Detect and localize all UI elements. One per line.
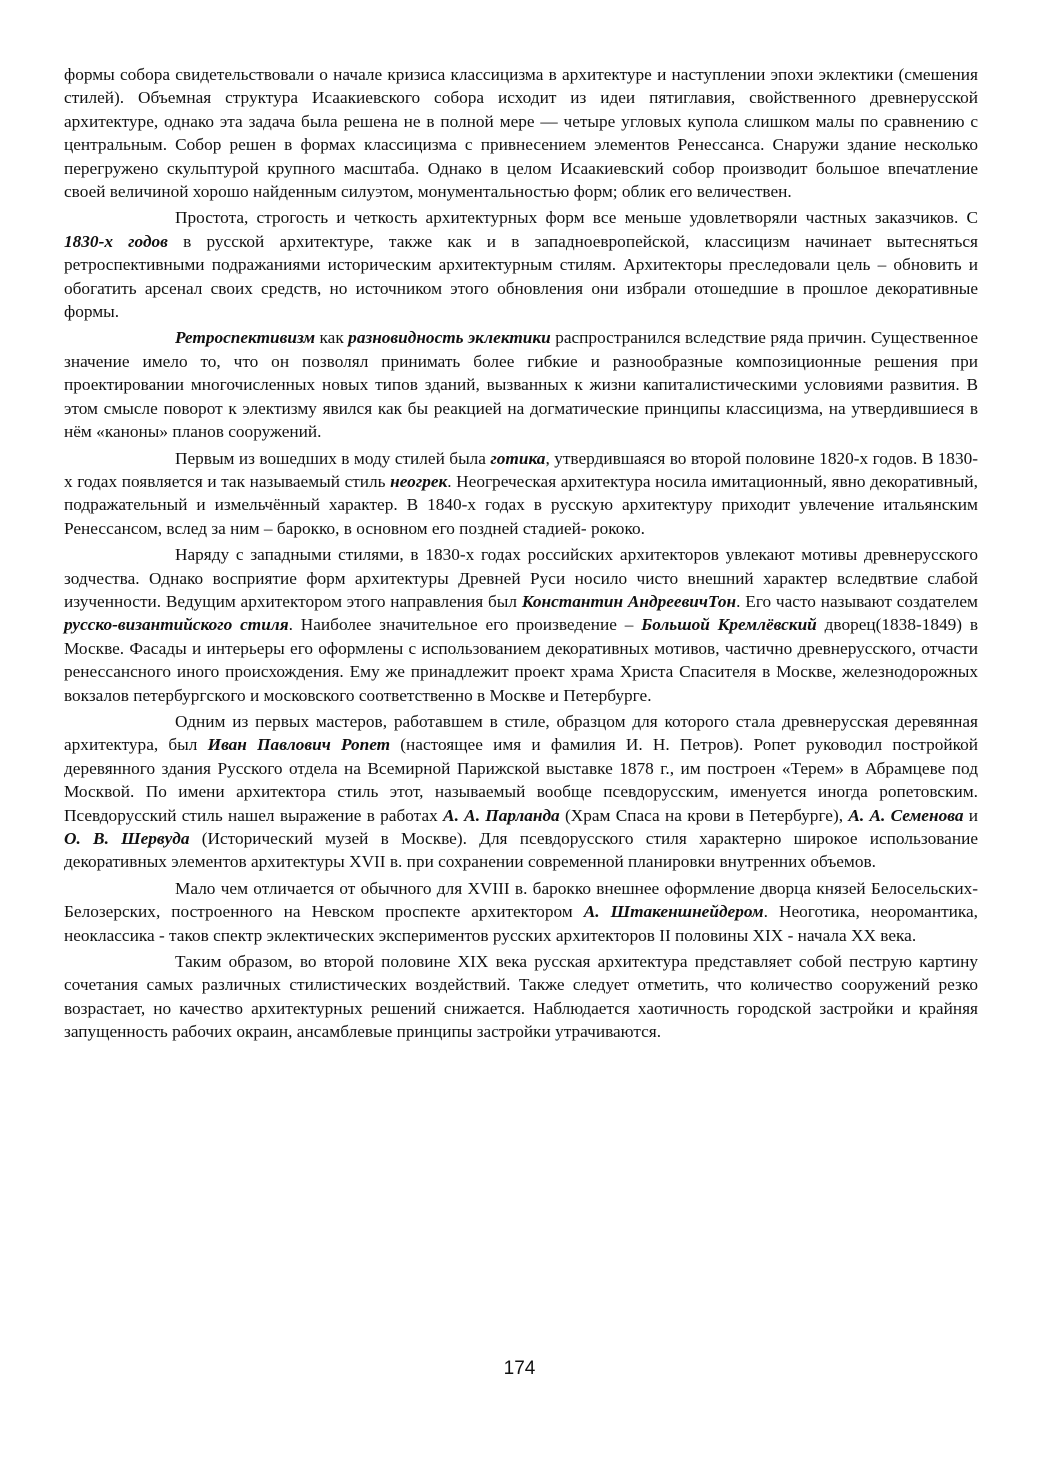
emphasis-term: разновидность эклектики — [348, 328, 551, 348]
paragraph-7 — [64, 877, 978, 947]
emphasis-term: готика — [490, 448, 546, 468]
text-run: . Неоготика, неоромантика, неоклассика - таков спектр эклектических экспериментов русских архитекторов II половины XIX - начала XX века. — [64, 902, 978, 945]
text-run: Первым из вошедших в моду стилей была — [175, 448, 491, 468]
paragraph-5 — [64, 543, 978, 707]
text-run: Таким образом, во второй половине XIX века русская архитектура представляет собой пеструю картину сочетания самых различных стилистических воздействий. Также следует отметить, что количество сооружений резко возрастает, но качество архитектурных решений снижается. Наблюдается хаотичность городской застройки и крайняя запущенность рабочих окраин, ансамблевые принципы застройки утрачиваются. — [64, 952, 978, 1042]
emphasis-term: А. А. Семенова — [848, 805, 964, 825]
emphasis-term: А. Штакеншнейдером — [583, 902, 764, 922]
text-run: Мало чем отличается от обычного для XVIII в. барокко внешнее оформление дворца князей Белосельских-Белозерских, построенного на Невском проспекте архитектором — [64, 878, 978, 922]
text-run: (Храм Спаса на крови в Петербурге), — [559, 805, 849, 825]
emphasis-term: Большой Кремлёвский — [641, 615, 817, 635]
paragraph-8 — [64, 950, 978, 1044]
paragraph-2 — [64, 206, 978, 323]
emphasis-term: Иван Павлович Ропет — [207, 735, 391, 755]
text-run: . Его часто называют создателем — [736, 591, 978, 611]
text-run: распространился вследствие ряда причин. Существенное значение имело то, что он позволял принимать более гибкие и разнообразные композиционные решения при проектировании многочисленных новых типов зданий, вызванных к жизни капиталистическими условиями развития. В этом смысле поворот к электизму явился как бы реакцией на догматические принципы классицизма, на утвердившиеся в нём «каноны» планов сооружений. — [64, 328, 979, 442]
paragraph-6 — [64, 710, 978, 874]
text-run: (Исторический музей в Москве). Для псевдорусского стиля характерно широкое использование декоративных элементов архитектуры XVII в. при сохранении современной планировки внутренних объемов. — [64, 829, 978, 872]
paragraph-4 — [64, 447, 978, 541]
emphasis-term: Ретроспективизм — [175, 328, 316, 348]
text-run: как — [315, 328, 349, 348]
text-run: (настоящее имя и фамилия И. Н. Петров). Ропет руководил постройкой деревянного здания Русского отдела на Всемирной Парижской выставке 1878 г., им построен «Терем» в Абрамцеве под Москвой. По имени архитектора стиль этот, называемый вообще псевдорусским, именуется иногда ропетовским. Псевдорусский стиль нашел выражение в работах — [64, 735, 979, 825]
text-run: Простота, строгость и четкость архитектурных форм все меньше удовлетворяли частных заказчиков. С — [175, 208, 978, 228]
text-run: в русской архитектуре, также как и в западноевропейской, классицизм начинает вытесняться ретроспективными подражаниями историческим архитектурным стилям. Архитекторы преследовали цель – обновить и обогатить арсенал своих средств, но источником этого обновления они избрали отошедшие в прошлое декоративные формы. — [64, 231, 978, 322]
emphasis-term: неогрек — [390, 471, 448, 491]
text-run: , утвердившаяся во второй половине 1820-х годов. В 1830-х годах появляется и так называемый стиль — [64, 448, 978, 491]
emphasis-term: русско-византийского стиля — [64, 615, 289, 635]
text-run: дворец(1838-1849) в Москве. Фасады и интерьеры его оформлены с использованием декоративных мотивов, частично древнерусского, отчасти ренессансного иного происхождения. Ему же принадлежит проект храма Христа Спасителя в Москве, железнодорожных вокзалов петербургского и московского соответственно в Москве и Петербурге. — [64, 615, 979, 705]
paragraph-3 — [64, 326, 978, 443]
page-number: 174 — [503, 1358, 536, 1379]
text-run: . Неогреческая архитектура носила имитационный, явно декоративный, подражательный и измельчённый характер. В 1840-х годах в русскую архитектуру приходит увлечение итальянским Ренессансом, вслед за ним – барокко, в основном его поздней стадией- рококо. — [64, 471, 978, 538]
emphasis-term: А. А. Парланда — [443, 805, 560, 825]
text-run: формы собора свидетельствовали о начале кризиса классицизма в архитектуре и наступлении эпохи эклектики (смешения стилей). Объемная структура Исаакиевского собора исходит из идеи пятиглавия, свойственного древнерусской архитектуре, однако эта задача была решена не в полной мере — четыре угловых купола слишком малы по сравнению с центральным. Собор решен в формах классицизма с привнесением элементов Ренессанса. Снаружи здание несколько перегружено скульптурой крупного масштаба. Однако в целом Исаакиевский собор производит большое впечатление своей величиной хорошо найденным силуэтом, монументальностью форм; облик его величествен. — [64, 65, 978, 202]
emphasis-term: Константин АндреевичТон — [521, 591, 737, 611]
text-run: . Наиболее значительное его произведение – — [288, 615, 642, 635]
text-run: Наряду с западными стилями, в 1830-х годах российских архитекторов увлекают мотивы древнерусского зодчества. Однако восприятие форм архитектуры Древней Руси носило чисто внешний характер вследвтвие слабой изученности. Ведущим архитектором этого направления был — [64, 545, 978, 611]
emphasis-term: 1830-х годов — [64, 231, 168, 251]
paragraph-1 — [64, 63, 978, 203]
emphasis-term: О. В. Шервуда — [64, 829, 190, 848]
text-run: Одним из первых мастеров, работавшем в стиле, образцом для которого стала древнерусская деревянная архитектура, был — [64, 711, 978, 755]
text-run: и — [963, 805, 978, 825]
document-body — [64, 63, 978, 1047]
